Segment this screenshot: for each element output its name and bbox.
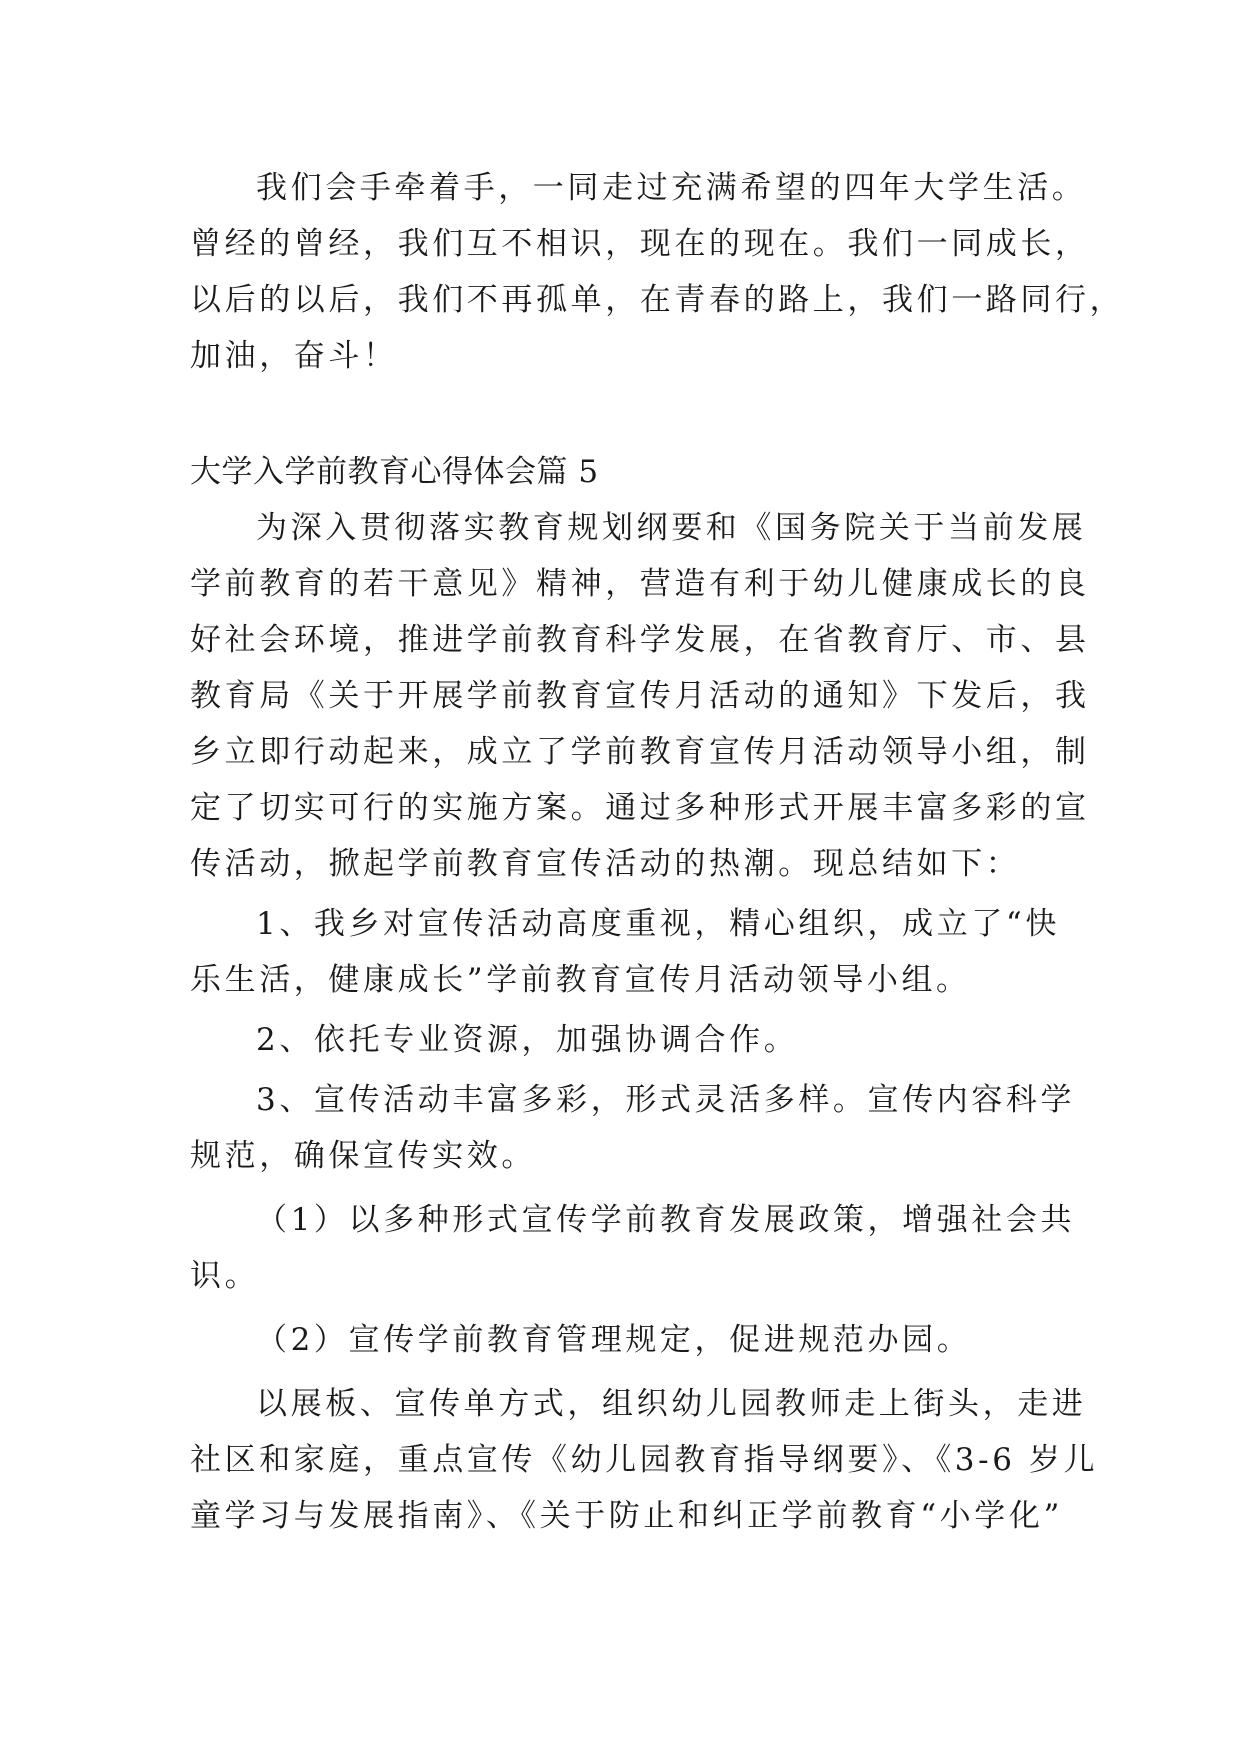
list-item-line: 规范，确保宣传实效。 <box>190 1138 536 1174</box>
paragraph-line: 社区和家庭，重点宣传《幼儿园教育指导纲要》、《3-6 岁儿 <box>190 1442 1099 1478</box>
paragraph-line: 以后的以后，我们不再孤单，在青春的路上，我们一路同行， <box>190 282 1125 318</box>
paragraph-line: 为深入贯彻落实教育规划纲要和《国务院关于当前发展 <box>256 510 1087 546</box>
paragraph-line: 好社会环境，推进学前教育科学发展，在省教育厅、市、县 <box>190 622 1090 658</box>
paragraph-line: 童学习与发展指南》、《关于防止和纠正学前教育“小学化” <box>190 1498 1063 1534</box>
list-item-line: 3、宣传活动丰富多彩，形式灵活多样。宣传内容科学 <box>256 1082 1076 1118</box>
list-item-line: 2、依托专业资源，加强协调合作。 <box>256 1022 799 1058</box>
sub-item-line: （1）以多种形式宣传学前教育发展政策，增强社会共 <box>256 1202 1076 1238</box>
paragraph-line: 传活动，掀起学前教育宣传活动的热潮。现总结如下： <box>190 846 1021 882</box>
paragraph-line: 曾经的曾经，我们互不相识，现在的现在。我们一同成长， <box>190 226 1090 262</box>
list-item-line: 1、我乡对宣传活动高度重视，精心组织，成立了“快 <box>256 906 1060 942</box>
section-title: 大学入学前教育心得体会篇 5 <box>190 454 599 490</box>
sub-item-line: 识。 <box>190 1258 260 1294</box>
paragraph-line: 学前教育的若干意见》精神，营造有利于幼儿健康成长的良 <box>190 566 1090 602</box>
paragraph-line: 加油，奋斗！ <box>190 338 398 374</box>
paragraph-line: 以展板、宣传单方式，组织幼儿园教师走上街头，走进 <box>256 1386 1087 1422</box>
paragraph-line: 我们会手牵着手，一同走过充满希望的四年大学生活。 <box>256 170 1087 206</box>
paragraph-line: 教育局《关于开展学前教育宣传月活动的通知》下发后，我 <box>190 678 1090 714</box>
list-item-line: 乐生活，健康成长”学前教育宣传月活动领导小组。 <box>190 962 971 998</box>
paragraph-line: 定了切实可行的实施方案。通过多种形式开展丰富多彩的宣 <box>190 790 1090 826</box>
sub-item-line: （2）宣传学前教育管理规定，促进规范办园。 <box>256 1322 972 1358</box>
paragraph-line: 乡立即行动起来，成立了学前教育宣传月活动领导小组，制 <box>190 734 1090 770</box>
